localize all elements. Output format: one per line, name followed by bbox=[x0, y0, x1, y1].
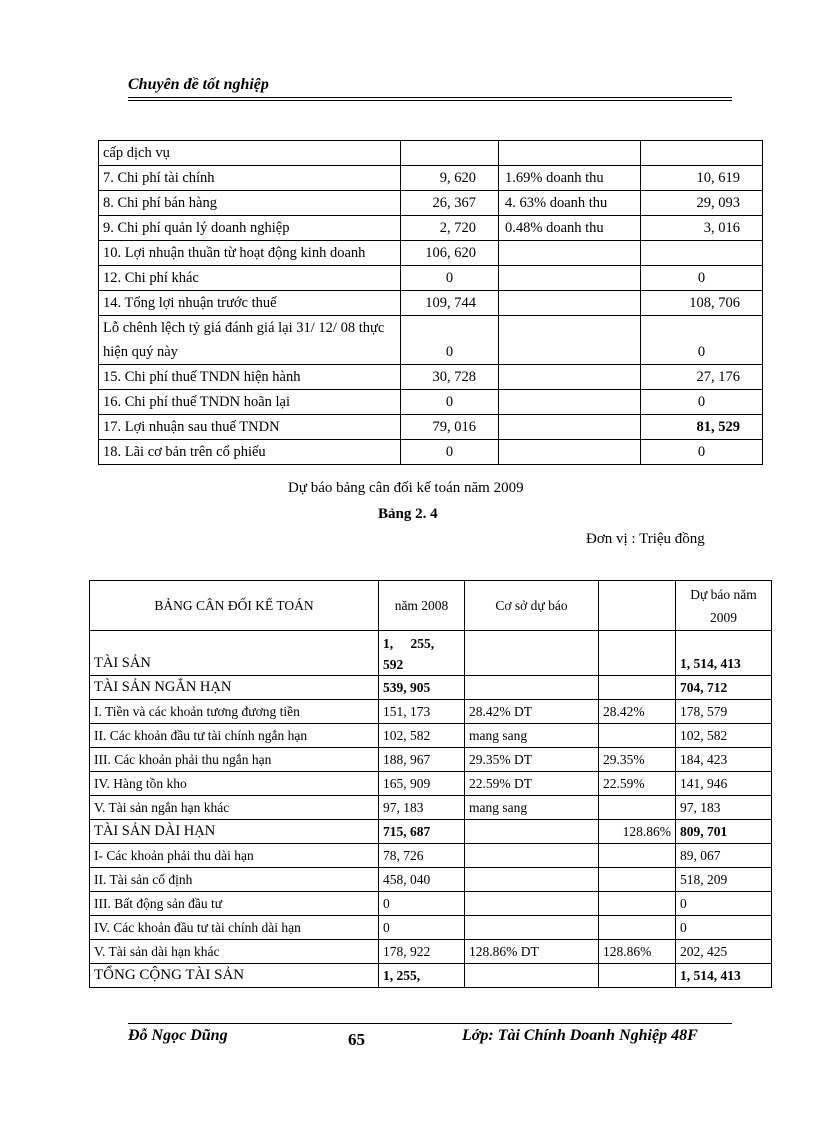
table-row bbox=[99, 141, 763, 166]
table-row bbox=[90, 940, 772, 964]
forecast-basis bbox=[499, 266, 641, 291]
row-label: TÀI SẢN DÀI HẠN bbox=[90, 820, 379, 844]
row-label: IV. Hàng tồn kho bbox=[90, 772, 379, 796]
table-row bbox=[90, 916, 772, 940]
value-2008: 26, 367 bbox=[401, 191, 499, 216]
percent: 28.42% bbox=[599, 700, 676, 724]
value-2009: 184, 423 bbox=[676, 748, 772, 772]
value-2008: 1, 255, bbox=[379, 964, 465, 988]
value-2009: 0 bbox=[641, 316, 763, 365]
value-2009: 81, 529 bbox=[641, 415, 763, 440]
table-row bbox=[90, 631, 772, 676]
value-2009: 102, 582 bbox=[676, 724, 772, 748]
percent bbox=[599, 844, 676, 868]
value-2009: 0 bbox=[641, 266, 763, 291]
row-label: I. Tiền và các khoản tương đương tiền bbox=[90, 700, 379, 724]
percent bbox=[599, 676, 676, 700]
percent: 128.86% bbox=[599, 820, 676, 844]
value-2008: 0 bbox=[401, 266, 499, 291]
value-2008 bbox=[401, 141, 499, 166]
value-2008: 106, 620 bbox=[401, 241, 499, 266]
header-year-2008: năm 2008 bbox=[379, 581, 465, 631]
table-row bbox=[90, 964, 772, 988]
table-row bbox=[99, 365, 763, 390]
forecast-basis bbox=[465, 820, 599, 844]
row-label: 14. Tổng lợi nhuận trước thuế bbox=[99, 291, 401, 316]
page-number: 65 bbox=[348, 1030, 365, 1049]
value-2009: 97, 183 bbox=[676, 796, 772, 820]
forecast-basis bbox=[465, 676, 599, 700]
value-2008: 715, 687 bbox=[379, 820, 465, 844]
table-row bbox=[90, 892, 772, 916]
forecast-basis: 1.69% doanh thu bbox=[499, 166, 641, 191]
table-row bbox=[99, 440, 763, 465]
income-forecast-table bbox=[98, 140, 763, 465]
footer-rule bbox=[128, 1023, 732, 1024]
table-row bbox=[90, 724, 772, 748]
value-2009 bbox=[641, 141, 763, 166]
value-2009: 0 bbox=[676, 916, 772, 940]
table-row bbox=[90, 820, 772, 844]
value-2009: 0 bbox=[676, 892, 772, 916]
row-label: II. Các khoản đầu tư tài chính ngắn hạn bbox=[90, 724, 379, 748]
value-2009: 141, 946 bbox=[676, 772, 772, 796]
row-label: IV. Các khoản đầu tư tài chính dài hạn bbox=[90, 916, 379, 940]
table-caption-title: Dự báo bảng cân đối kế toán năm 2009 bbox=[288, 480, 524, 496]
value-2009: 3, 016 bbox=[641, 216, 763, 241]
row-label: III. Các khoản phải thu ngắn hạn bbox=[90, 748, 379, 772]
value-2009: 0 bbox=[641, 390, 763, 415]
value-2008: 151, 173 bbox=[379, 700, 465, 724]
row-label: 9. Chi phí quản lý doanh nghiệp bbox=[99, 216, 401, 241]
table-row bbox=[90, 748, 772, 772]
header-balance-sheet: BẢNG CÂN ĐỐI KẾ TOÁN bbox=[90, 581, 379, 631]
forecast-basis: 128.86% DT bbox=[465, 940, 599, 964]
row-label: 15. Chi phí thuế TNDN hiện hành bbox=[99, 365, 401, 390]
row-label: I- Các khoản phải thu dài hạn bbox=[90, 844, 379, 868]
value-2009 bbox=[641, 241, 763, 266]
forecast-basis bbox=[499, 291, 641, 316]
row-label: 8. Chi phí bán hàng bbox=[99, 191, 401, 216]
table-row bbox=[99, 415, 763, 440]
forecast-basis bbox=[465, 868, 599, 892]
table-row bbox=[99, 316, 763, 365]
value-2008: 30, 728 bbox=[401, 365, 499, 390]
value-2008: 178, 922 bbox=[379, 940, 465, 964]
table-row bbox=[99, 191, 763, 216]
percent bbox=[599, 964, 676, 988]
value-2009: 10, 619 bbox=[641, 166, 763, 191]
forecast-basis bbox=[499, 141, 641, 166]
row-label: TÀI SẢN NGẮN HẠN bbox=[90, 676, 379, 700]
row-label: V. Tài sản ngắn hạn khác bbox=[90, 796, 379, 820]
footer-class: Lớp: Tài Chính Doanh Nghiệp 48F bbox=[462, 1027, 698, 1044]
percent: 29.35% bbox=[599, 748, 676, 772]
row-label: cấp dịch vụ bbox=[99, 141, 401, 166]
forecast-basis: 28.42% DT bbox=[465, 700, 599, 724]
value-2008: 0 bbox=[379, 916, 465, 940]
value-2008: 9, 620 bbox=[401, 166, 499, 191]
value-2008: 188, 967 bbox=[379, 748, 465, 772]
value-2008: 0 bbox=[401, 316, 499, 365]
table-row bbox=[90, 700, 772, 724]
forecast-basis: 29.35% DT bbox=[465, 748, 599, 772]
table-row bbox=[90, 868, 772, 892]
table-row bbox=[99, 266, 763, 291]
value-2009: 178, 579 bbox=[676, 700, 772, 724]
value-2008: 165, 909 bbox=[379, 772, 465, 796]
forecast-basis bbox=[465, 964, 599, 988]
value-2009: 89, 067 bbox=[676, 844, 772, 868]
forecast-basis bbox=[465, 844, 599, 868]
row-label: 16. Chi phí thuế TNDN hoãn lại bbox=[99, 390, 401, 415]
percent bbox=[599, 868, 676, 892]
header-forecast-basis: Cơ sở dự báo bbox=[465, 581, 599, 631]
percent bbox=[599, 916, 676, 940]
forecast-basis: 22.59% DT bbox=[465, 772, 599, 796]
forecast-basis bbox=[499, 316, 641, 365]
table-header-row bbox=[90, 581, 772, 631]
row-label: III. Bất động sản đầu tư bbox=[90, 892, 379, 916]
footer-author: Đỗ Ngọc Dũng bbox=[128, 1027, 228, 1044]
row-label: TÀI SẢN bbox=[90, 631, 379, 676]
value-2008: 2, 720 bbox=[401, 216, 499, 241]
forecast-basis bbox=[465, 892, 599, 916]
row-label: Lỗ chênh lệch tỷ giá đánh giá lại 31/ 12/ 08 thực hiện quý này bbox=[99, 316, 401, 365]
forecast-basis bbox=[499, 390, 641, 415]
value-2008: 0 bbox=[401, 440, 499, 465]
value-2008: 79, 016 bbox=[401, 415, 499, 440]
forecast-basis bbox=[465, 631, 599, 676]
forecast-basis: mang sang bbox=[465, 724, 599, 748]
percent bbox=[599, 892, 676, 916]
table-row bbox=[90, 844, 772, 868]
table-row bbox=[99, 216, 763, 241]
row-label: 17. Lợi nhuận sau thuế TNDN bbox=[99, 415, 401, 440]
row-label: 7. Chi phí tài chính bbox=[99, 166, 401, 191]
page-header-title: Chuyên đề tốt nghiệp bbox=[128, 76, 269, 93]
value-2009: 809, 701 bbox=[676, 820, 772, 844]
table-number: Bảng 2. 4 bbox=[378, 506, 438, 522]
forecast-basis: 4. 63% doanh thu bbox=[499, 191, 641, 216]
forecast-basis bbox=[499, 241, 641, 266]
value-2009: 1, 514, 413 bbox=[676, 631, 772, 676]
row-label: II. Tài sản cố định bbox=[90, 868, 379, 892]
value-2009: 0 bbox=[641, 440, 763, 465]
value-2009: 27, 176 bbox=[641, 365, 763, 390]
table-row bbox=[90, 772, 772, 796]
table-row bbox=[99, 291, 763, 316]
table-row bbox=[99, 166, 763, 191]
value-2009: 202, 425 bbox=[676, 940, 772, 964]
row-label: V. Tài sản dài hạn khác bbox=[90, 940, 379, 964]
value-2009: 1, 514, 413 bbox=[676, 964, 772, 988]
value-2008: 539, 905 bbox=[379, 676, 465, 700]
forecast-basis bbox=[499, 365, 641, 390]
header-rule-top bbox=[128, 97, 732, 98]
percent bbox=[599, 724, 676, 748]
table-row bbox=[99, 390, 763, 415]
unit-label: Đơn vị : Triệu đồng bbox=[586, 531, 705, 547]
balance-sheet-forecast-table bbox=[89, 580, 772, 988]
forecast-basis: 0.48% doanh thu bbox=[499, 216, 641, 241]
value-2009: 29, 093 bbox=[641, 191, 763, 216]
value-2008: 0 bbox=[401, 390, 499, 415]
value-2008: 97, 183 bbox=[379, 796, 465, 820]
percent: 22.59% bbox=[599, 772, 676, 796]
row-label: 12. Chi phí khác bbox=[99, 266, 401, 291]
value-2009: 704, 712 bbox=[676, 676, 772, 700]
value-2008: 78, 726 bbox=[379, 844, 465, 868]
row-label: 18. Lãi cơ bản trên cổ phiếu bbox=[99, 440, 401, 465]
table-row bbox=[90, 796, 772, 820]
table-row bbox=[99, 241, 763, 266]
forecast-basis bbox=[499, 415, 641, 440]
percent: 128.86% bbox=[599, 940, 676, 964]
header-percent bbox=[599, 581, 676, 631]
row-label: 10. Lợi nhuận thuần từ hoạt động kinh doanh bbox=[99, 241, 401, 266]
value-2008: 109, 744 bbox=[401, 291, 499, 316]
forecast-basis: mang sang bbox=[465, 796, 599, 820]
value-2008: 458, 040 bbox=[379, 868, 465, 892]
header-rule-bottom bbox=[128, 100, 732, 101]
percent bbox=[599, 796, 676, 820]
percent bbox=[599, 631, 676, 676]
table-row bbox=[90, 676, 772, 700]
value-2008: 1, 255, 592 bbox=[379, 631, 465, 676]
header-forecast-2009: Dự báo năm 2009 bbox=[676, 581, 772, 631]
forecast-basis bbox=[499, 440, 641, 465]
value-2008: 102, 582 bbox=[379, 724, 465, 748]
value-2009: 108, 706 bbox=[641, 291, 763, 316]
forecast-basis bbox=[465, 916, 599, 940]
row-label: TỔNG CỘNG TÀI SẢN bbox=[90, 964, 379, 988]
value-2009: 518, 209 bbox=[676, 868, 772, 892]
value-2008: 0 bbox=[379, 892, 465, 916]
